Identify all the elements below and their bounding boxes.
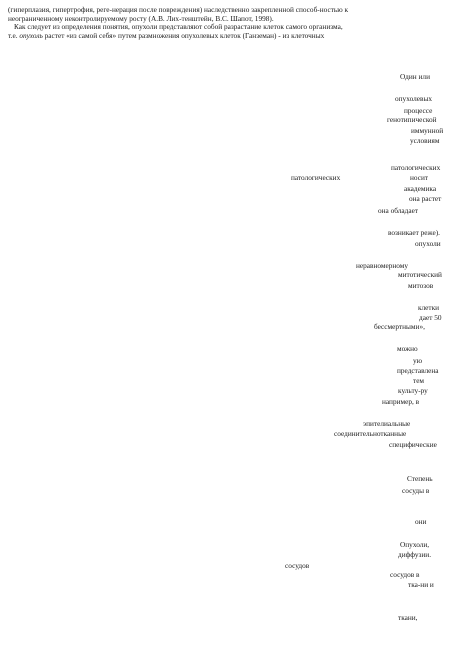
text-fragment: Степень	[407, 474, 433, 483]
text-fragment: Один или	[400, 72, 430, 81]
text-fragment: можно	[397, 344, 418, 353]
text-fragment: опухоли	[415, 239, 441, 248]
text-fragment: неравномерному	[356, 261, 409, 270]
intro-line-1: (гиперплазия, гипертрофия, реге-нерация после повреждения) наследственно закрепленной способ-ностью к	[8, 5, 349, 14]
text-fragment: митозов	[408, 281, 434, 290]
text-fragment: она обладает	[378, 206, 419, 215]
text-fragment: ткани,	[398, 613, 418, 622]
intro-line-3: Как следует из определения понятия, опухоли представляют собой разрастание клеток самого организма,	[14, 22, 343, 32]
text-fragment: специфические	[389, 440, 437, 449]
text-fragment: патологических	[391, 163, 441, 172]
text-fragment: генотипической	[387, 115, 437, 124]
text-fragment: опухолевых	[395, 94, 433, 103]
text-fragment: условиям	[410, 136, 440, 145]
text-fragment: процессе	[404, 106, 433, 115]
text-fragment: бессмертными»,	[374, 322, 425, 331]
text-fragment: тка-ни и	[408, 580, 434, 589]
intro-paragraph	[8, 6, 456, 40]
intro-line-4-start: т.е.	[8, 30, 20, 40]
text-fragment: возникает реже).	[388, 228, 440, 237]
text-fragment: ую	[413, 356, 423, 365]
text-fragment: Опухоли,	[400, 540, 430, 549]
text-fragment: сосудов	[285, 561, 310, 570]
intro-line-2: неограниченному неконтролируемому росту (А.В. Лих-тенштейн, В.С. Шапот, 1998).	[8, 13, 274, 23]
text-fragment: дает 50	[419, 313, 442, 322]
text-fragment: иммунной	[411, 126, 444, 135]
intro-line-4-end: растет «из самой себя» путем размножения опухолевых клеток (Ганземан) - из клеточных	[42, 30, 325, 40]
text-fragment: носит	[410, 173, 429, 182]
intro-line-4	[8, 32, 456, 41]
text-fragment: она растет	[409, 194, 442, 203]
intro-term-opukhol: опухоль	[19, 30, 43, 40]
text-fragment: сосуды в	[402, 486, 430, 495]
text-fragment: тем	[413, 376, 425, 385]
text-fragment: например, в	[382, 397, 420, 406]
text-fragment: диффузии.	[398, 550, 432, 559]
text-fragment: клетки	[418, 303, 440, 312]
text-fragment: академика	[404, 184, 437, 193]
text-fragment: культу-ру	[398, 386, 428, 395]
text-fragment: сосудов в	[390, 570, 420, 579]
text-fragment: представлена	[397, 366, 439, 375]
text-fragment: патологических	[291, 173, 341, 182]
text-fragment: они	[415, 517, 427, 526]
text-fragment: митотический	[398, 270, 442, 279]
text-fragment: эпителиальные	[363, 419, 411, 428]
text-fragment: соединительнотканные	[334, 429, 407, 438]
